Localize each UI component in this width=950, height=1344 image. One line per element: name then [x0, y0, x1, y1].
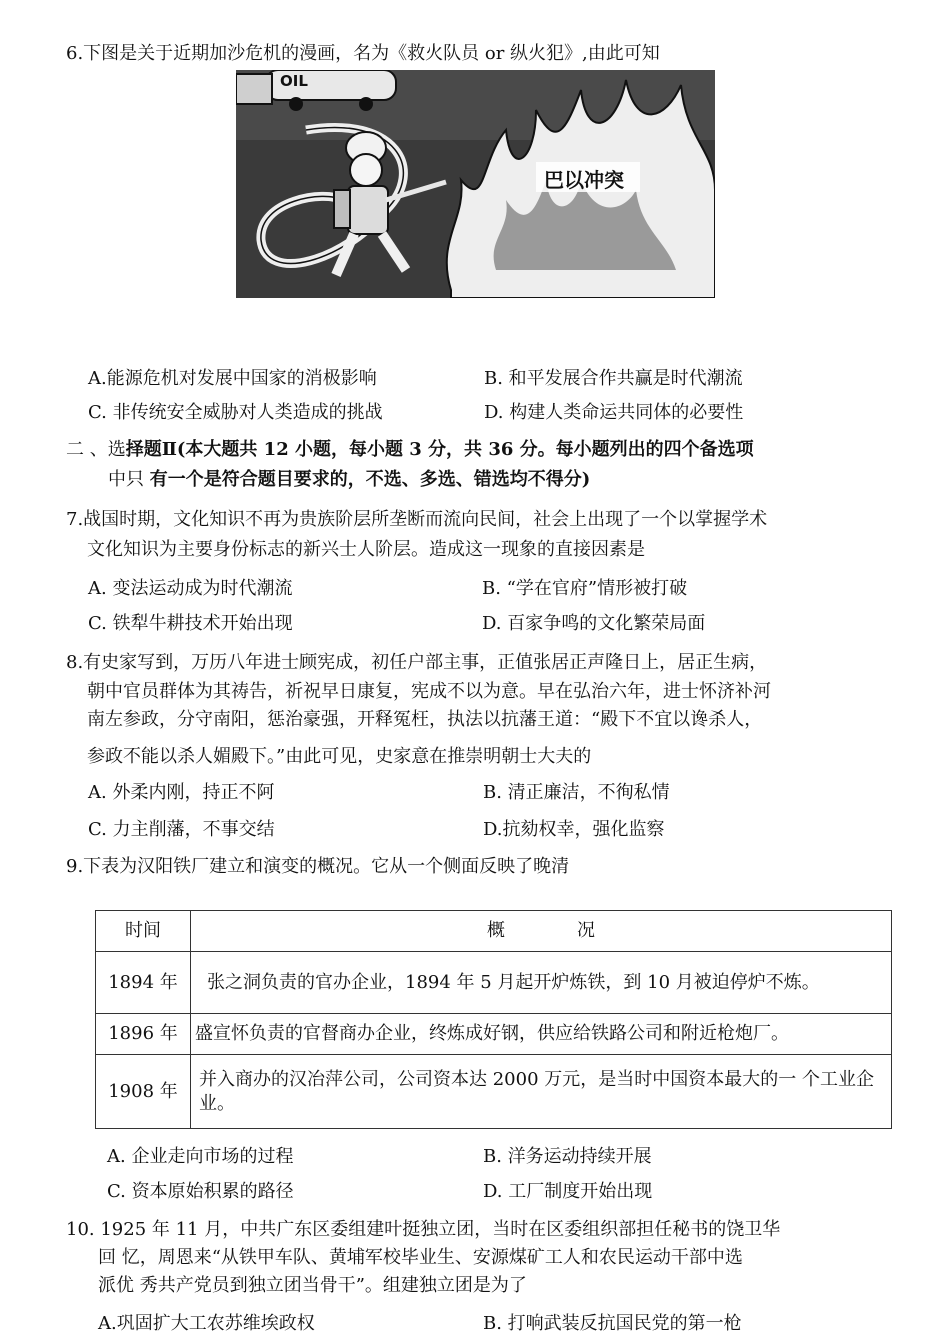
q6-option-d: D. 构建人类命运共同体的必要性 — [484, 402, 744, 423]
section2-heading-line1 — [66, 438, 754, 462]
row-year: 1896 年 — [96, 1014, 191, 1055]
section2-prefix2: 中只 — [108, 469, 150, 490]
q8-stem-line4: 参政不能以杀人媚殿下。”由此可见，史家意在推崇明朝士大夫的 — [87, 746, 592, 767]
row-text: 张之洞负责的官办企业，1894 年 5 月起开炉炼铁，到 10 月被迫停炉不炼。 — [191, 952, 892, 1014]
table-row — [96, 1055, 892, 1129]
q8-option-c: C. 力主削藩，不事交结 — [88, 819, 275, 840]
tanker-label: OIL — [280, 72, 308, 90]
q6-option-c: C. 非传统安全威胁对人类造成的挑战 — [88, 402, 383, 423]
q10-option-b: B. 打响武装反抗国民党的第一枪 — [483, 1313, 742, 1334]
q8-stem-line2: 朝中官员群体为其祷告，祈祝早日康复，宪成不以为意。早在弘治六年，进士怀济补河 — [87, 681, 771, 702]
q8-option-d: D.抗劾权幸，强化监察 — [483, 819, 665, 840]
q8-stem-line3: 南左参政，分守南阳，惩治豪强，开释冤枉，执法以抗藩王道：“殿下不宜以谗杀人， — [87, 709, 763, 730]
q7-stem-line2: 文化知识为主要身份标志的新兴士人阶层。造成这一现象的直接因素是 — [87, 539, 645, 560]
section2-instructions: 有一个是符合题目要求的，不选、多选、错选均不得分) — [149, 469, 591, 490]
section2-title: 择题Ⅱ(本大题共 12 小题，每小题 3 分，共 36 分。每小题列出的四个备选项 — [125, 439, 754, 460]
table-row — [96, 952, 892, 1014]
header-time: 时间 — [96, 911, 191, 952]
q7-option-a: A. 变法运动成为时代潮流 — [88, 578, 293, 599]
q7-option-c: C. 铁犁牛耕技术开始出现 — [88, 613, 293, 634]
q8-option-b: B. 清正廉洁，不徇私情 — [483, 782, 670, 803]
q9-option-c: C. 资本原始积累的路径 — [107, 1181, 294, 1202]
q10-option-a: A.巩固扩大工农苏维埃政权 — [98, 1313, 315, 1334]
section2-heading-line2 — [108, 468, 590, 492]
history-table — [95, 910, 892, 1129]
q7-stem-line1: 7.战国时期，文化知识不再为贵族阶层所垄断而流向民间，社会上出现了一个以掌握学术 — [66, 509, 768, 530]
q10-stem-line3: 派优 秀共产党员到独立团当骨干”。组建独立团是为了 — [98, 1275, 527, 1296]
q8-stem-line1: 8.有史家写到，万历八年进士顾宪成，初任户部主事，正值张居正声隆日上，居正生病， — [66, 652, 768, 673]
row-year: 1894 年 — [96, 952, 191, 1014]
cartoon-illustration — [236, 70, 715, 298]
q9-option-d: D. 工厂制度开始出现 — [483, 1181, 653, 1202]
row-text: 盛宣怀负责的官督商办企业，终炼成好钢，供应给铁路公司和附近枪炮厂。 — [191, 1014, 892, 1055]
table-header-row — [96, 911, 892, 952]
q6-stem: 6.下图是关于近期加沙危机的漫画，名为《救火队员 or 纵火犯》,由此可知 — [66, 43, 660, 64]
cartoon-image — [236, 70, 715, 298]
header-summary: 概 况 — [191, 911, 892, 952]
row-text: 并入商办的汉冶萍公司，公司资本达 2000 万元，是当时中国资本最大的一 个工业企业。 — [191, 1055, 892, 1129]
q9-option-b: B. 洋务运动持续开展 — [483, 1146, 652, 1167]
q6-option-a: A.能源危机对发展中国家的消极影响 — [88, 368, 377, 389]
table-row — [96, 1014, 892, 1055]
q7-option-b: B. “学在官府”情形被打破 — [482, 578, 688, 599]
q6-option-b: B. 和平发展合作共赢是时代潮流 — [484, 368, 743, 389]
q7-option-d: D. 百家争鸣的文化繁荣局面 — [482, 613, 706, 634]
q10-stem-line1: 10. 1925 年 11 月，中共广东区委组建叶挺独立团，当时在区委组织部担任秘书的饶卫华 — [66, 1219, 781, 1240]
row-year: 1908 年 — [96, 1055, 191, 1129]
section2-prefix: 二 、选 — [66, 439, 126, 460]
q9-stem: 9.下表为汉阳铁厂建立和演变的概况。它从一个侧面反映了晚清 — [66, 856, 570, 877]
q10-stem-line2: 回 忆，周恩来“从铁甲车队、黄埔军校毕业生、安源煤矿工人和农民运动干部中选 — [98, 1247, 743, 1268]
fire-label: 巴以冲突 — [544, 168, 624, 192]
q8-option-a: A. 外柔内刚，持正不阿 — [88, 782, 275, 803]
q9-option-a: A. 企业走向市场的过程 — [107, 1146, 294, 1167]
